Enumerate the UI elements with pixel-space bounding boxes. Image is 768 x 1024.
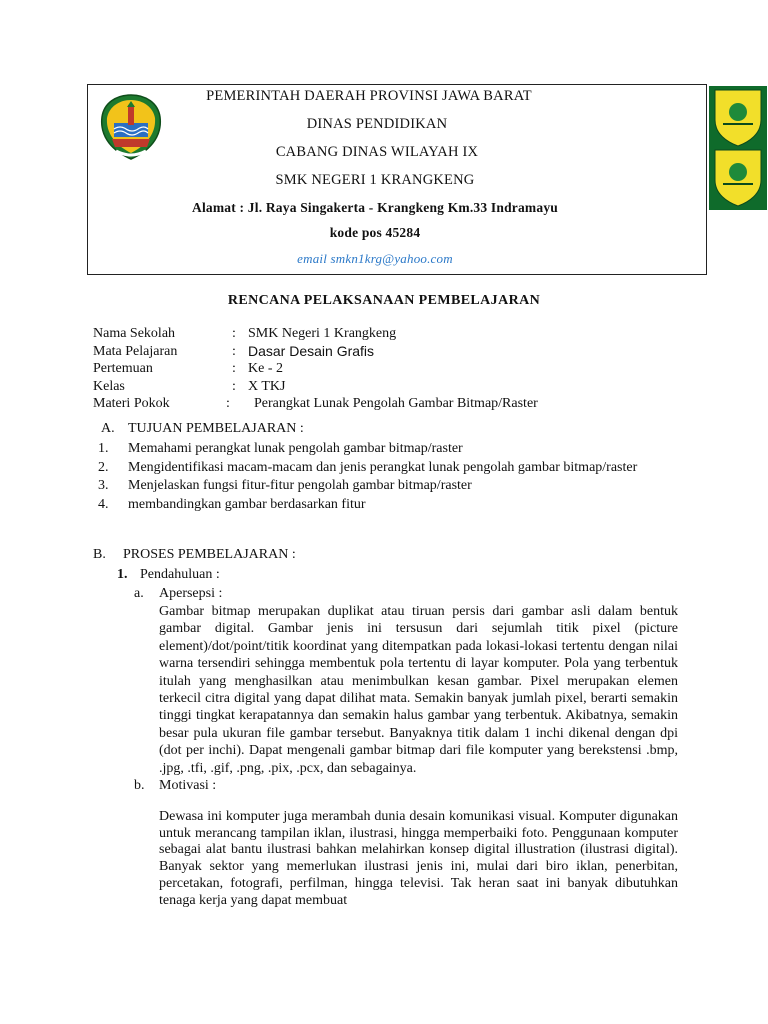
section-heading <box>98 420 678 440</box>
info-colon: : <box>226 396 230 411</box>
info-value: X TKJ <box>248 378 286 394</box>
item-text: Memahami perangkat lunak pengolah gambar bitmap/raster <box>128 441 463 456</box>
subsection-number: 1. <box>117 567 128 582</box>
subsection-apersepsi-heading <box>93 585 678 603</box>
list-item <box>98 477 678 495</box>
info-value: Ke - 2 <box>248 361 283 376</box>
item-number: 4. <box>98 496 109 512</box>
item-number: 3. <box>98 478 109 493</box>
smk-shield-emblem-icon <box>709 86 767 210</box>
section-title: TUJUAN PEMBELAJARAN : <box>128 421 304 436</box>
item-number: 2. <box>98 459 109 475</box>
header-email-link[interactable]: email smkn1krg@yahoo.com <box>297 251 453 266</box>
header-government: PEMERINTAH DAERAH PROVINSI JAWA BARAT <box>206 88 532 104</box>
section-learning-process <box>93 546 678 909</box>
subsection-title: Pendahuluan : <box>140 567 220 582</box>
info-label: Pertemuan <box>93 361 153 376</box>
info-colon: : <box>232 361 236 376</box>
header-department: DINAS PENDIDIKAN <box>306 116 448 132</box>
header-address: Alamat : Jl. Raya Singakerta - Krangkeng Km.33 Indramayu <box>192 200 558 215</box>
item-number: 1. <box>98 441 109 456</box>
header-postcode: kode pos 45284 <box>329 225 421 240</box>
list-item <box>98 459 678 477</box>
header-branch: CABANG DINAS WILAYAH IX <box>275 144 479 160</box>
subsection-letter: b. <box>134 778 145 794</box>
section-heading <box>93 546 678 566</box>
apersepsi-paragraph: Gambar bitmap merupakan duplikat atau tiruan persis dari gambar asli dalam bentuk gambar digital. Gambar jenis ini tersusun dari sejumlah titik pixel (picture element)/dot/point/titik koordinat yang ditempatkan pada lokasi-lokasi tertentu dengan nilai warna tersendiri sehingga membentuk pola tertentu di layar komputer. Pola yang terbentuk itulah yang menghasilkan atau menimbulkan kesan gambar. Pixel merupakan elemen terkecil citra digital yang dapat dilihat mata. Semakin banyak jumlah pixel, berarti semakin tinggi tingkat kerapatannya dan semakin halus gambar yang terbentuk. Akibatnya, semakin besar pula ukuran file gambar tersebut. Banyaknya titik dalam 1 inchi dikenal dengan dpi (dot per inchi). Dapat mengenali gambar bitmap dari file komputer yang berekstensi .bmp, .jpg, .tfi, .gif, .png, .pix, .pcx, dan sebagainya. <box>159 604 678 776</box>
document-title: RENCANA PELAKSANAAN PEMBELAJARAN <box>227 293 541 308</box>
list-item <box>98 496 678 514</box>
subsection-title: Apersepsi : <box>159 586 223 601</box>
info-colon: : <box>232 378 236 394</box>
info-value: SMK Negeri 1 Krangkeng <box>248 326 397 341</box>
info-colon: : <box>232 326 236 341</box>
subsection-letter: a. <box>134 586 144 601</box>
info-label: Nama Sekolah <box>93 326 176 341</box>
item-text: Menjelaskan fungsi fitur-fitur pengolah gambar bitmap/raster <box>128 478 472 493</box>
info-label: Mata Pelajaran <box>93 343 178 359</box>
item-text: Mengidentifikasi macam-macam dan jenis perangkat lunak pengolah gambar bitmap/raster <box>128 459 638 475</box>
subsection-motivasi-heading <box>93 777 678 795</box>
header-school: SMK NEGERI 1 KRANGKENG <box>275 172 475 188</box>
info-value: Perangkat Lunak Pengolah Gambar Bitmap/Raster <box>254 396 538 411</box>
section-title: PROSES PEMBELAJARAN : <box>123 547 296 562</box>
subsection-introduction <box>93 566 678 585</box>
motivasi-paragraph: Dewasa ini komputer juga merambah dunia desain komunikasi visual. Komputer digunakan untuk merancang tampilan iklan, ilustrasi, hingga memperbaiki foto. Penggunaan komputer sebagai alat bantu ilustrasi bahkan melahirkan konsep digital illustration (ilustrasi digital). Banyak sektor yang memerlukan ilustrasi jenis ini, mulai dari biro iklan, penerbitan, percetakan, fotografi, perfilman, hingga televisi. Tak heran saat ini banyak dibutuhkan tenaga kerja yang dapat membuat <box>159 809 678 908</box>
info-label: Materi Pokok <box>93 396 170 411</box>
info-label: Kelas <box>93 378 125 394</box>
info-colon: : <box>232 343 236 359</box>
section-marker: B. <box>93 547 106 562</box>
subsection-title: Motivasi : <box>159 778 217 794</box>
info-value: Dasar Desain Grafis <box>248 342 375 359</box>
section-marker: A. <box>101 421 115 436</box>
list-item <box>98 440 678 458</box>
item-text: membandingkan gambar berdasarkan fitur <box>128 496 366 512</box>
letterhead-box <box>87 84 707 275</box>
section-objectives <box>98 420 678 514</box>
